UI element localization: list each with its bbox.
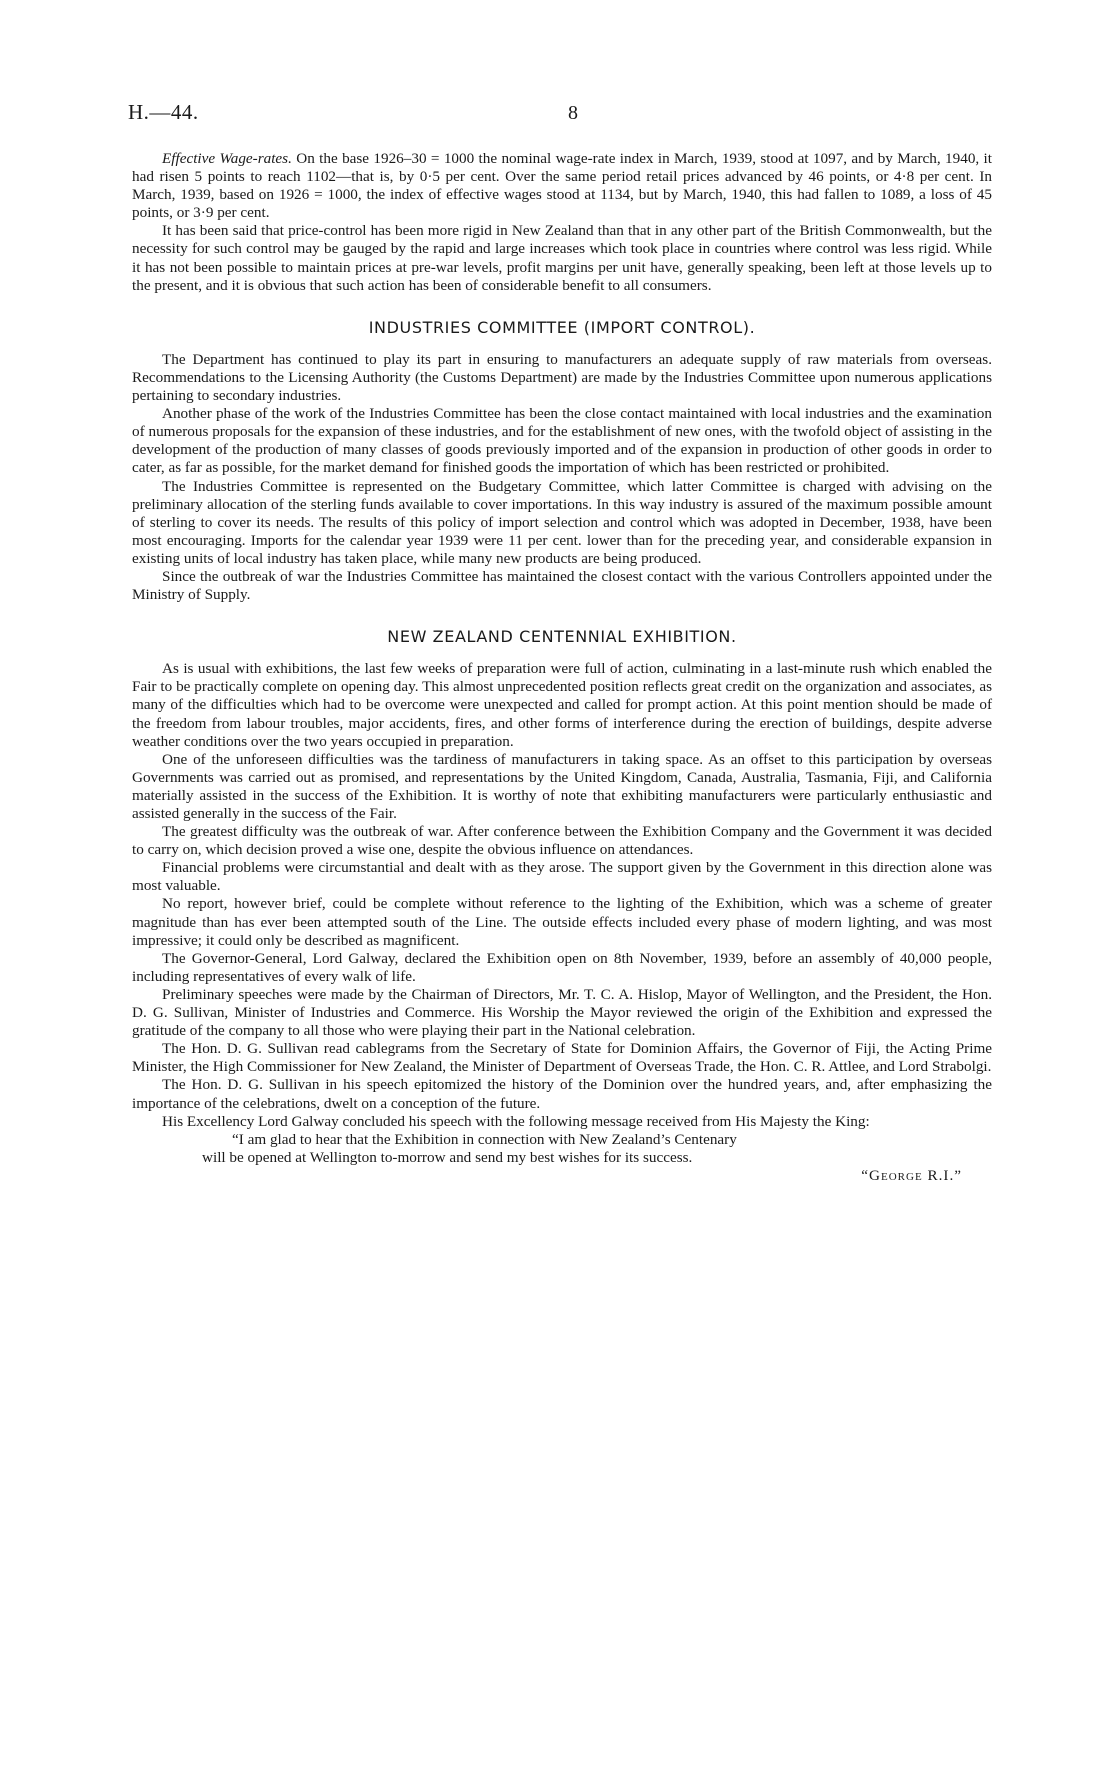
paragraph: One of the unforeseen difficulties was the tardiness of manufacturers in taking space. As an offset to this participation by overseas Governments was carried out as promised, and representations by the United Kingdom, Canada, Australia, Tasmania, Fiji, and California materially assisted in the success of the Exhibition. It is worthy of note that exhibiting manufacturers were particularly enthusiastic and assisted generally in the success of the Fair. [132, 750, 992, 822]
quote-line: will be opened at Wellington to-morrow and send my best wishes for its success. [202, 1148, 693, 1166]
paragraph: Financial problems were circumstantial and dealt with as they arose. The support given by the Government in this direction alone was most valuable. [132, 859, 992, 895]
paragraph: Preliminary speeches were made by the Chairman of Directors, Mr. T. C. A. Hislop, Mayor of Wellington, and the President, the Hon. D. G. Sullivan, Minister of Industries and Commerce. His Worship the Mayor reviewed the origin of the Exhibition and expressed the gratitude of the company to all those who were playing their part in the National celebration. [132, 985, 992, 1040]
paragraph: It has been said that price-control has been more rigid in New Zealand than that in any other part of the British Commonwealth, but the necessity for such control may be gauged by the rapid and large increases which took place in countries where control was less rigid. While it has not been possible to maintain prices at pre-war levels, profit margins per unit have, generally speaking, been left at those levels up to the present, and it is obvious that such action has been of considerable benefit to all consumers. [132, 222, 992, 294]
paragraph [132, 150, 992, 222]
side-heading: Effective Wage-rates. [162, 150, 292, 167]
section-heading-industries-committee: INDUSTRIES COMMITTEE (IMPORT CONTROL). [368, 317, 756, 337]
paragraph: Another phase of the work of the Industries Committee has been the close contact maintained with local industries and the examination of numerous proposals for the expansion of these industries, and for the establishment of new ones, with the twofold object of assisting in the development of the production of many classes of goods previously imported and of the expansion in production of other goods in order to cater, as far as possible, for the market demand for finished goods the importation of which has been restricted or prohibited. [132, 405, 992, 477]
royal-signature: “George R.I.” [861, 1166, 962, 1184]
paragraph: No report, however brief, could be complete without reference to the lighting of the Exhibition, which was a scheme of greater magnitude than has ever been attempted south of the Line. The outside effects included every phase of modern lighting, and was most impressive; it could only be described as magnificent. [132, 895, 992, 949]
paragraph: The Industries Committee is represented on the Budgetary Committee, which latter Committee is charged with advising on the preliminary allocation of the sterling funds available to cover importations. In this way industry is assured of the maximum possible amount of sterling to cover its needs. The results of this policy of import selection and control which was adopted in December, 1938, have been most encouraging. Imports for the calendar year 1939 were 11 per cent. lower than for the preceding year, and considerable expansion in existing units of local industry has taken place, while many new products are being produced. [132, 477, 992, 567]
paragraph-text: On the base 1926–30 = 1000 the nominal wage-rate index in March, 1939, stood at 1097, and by March, 1940, it had risen 5 points to reach 1102—that is, by 0·5 per cent. Over the same period retail prices advanced by 46 points, or 4·8 per cent. In March, 1939, based on 1926 = 1000, the index of effective wages stood at 1134, but by March, 1940, this had fallen to 1089, a loss of 45 points, or 3·9 per cent. [132, 150, 992, 222]
paragraph: Since the outbreak of war the Industries Committee has maintained the closest contact with the various Controllers appointed under the Ministry of Supply. [132, 567, 992, 604]
paragraph: The Hon. D. G. Sullivan in his speech epitomized the history of the Dominion over the hundred years, and, after emphasizing the importance of the celebrations, dwelt on a conception of the future. [132, 1076, 992, 1112]
section-heading-centennial-exhibition: NEW ZEALAND CENTENNIAL EXHIBITION. [387, 627, 737, 647]
paragraph: The Governor-General, Lord Galway, declared the Exhibition open on 8th November, 1939, before an assembly of 40,000 people, including representatives of every walk of life. [132, 949, 992, 985]
paragraph: The Hon. D. G. Sullivan read cablegrams from the Secretary of State for Dominion Affairs, the Governor of Fiji, the Acting Prime Minister, the High Commissioner for New Zealand, the Minister of Department of Overseas Trade, the Hon. C. R. Attlee, and Lord Strabolgi. [132, 1040, 992, 1076]
paragraph: As is usual with exhibitions, the last few weeks of preparation were full of action, culminating in a last-minute rush which enabled the Fair to be practically complete on opening day. This almost unprecedented position reflects great credit on the organization and associates, as many of the difficulties which had to be overcome were unexpected and called for prompt action. At this point mention should be made of the freedom from labour troubles, major accidents, fires, and other forms of interference during the erection of buildings, despite adverse weather conditions over the two years occupied in preparation. [132, 660, 992, 750]
page-body [132, 150, 992, 1185]
series-reference: H.—44. [128, 100, 199, 124]
page-number: 8 [568, 102, 578, 124]
paragraph: His Excellency Lord Galway concluded his speech with the following message received from His Majesty the King: [162, 1112, 870, 1130]
paragraph: The Department has continued to play its part in ensuring to manufacturers an adequate supply of raw materials from overseas. Recommendations to the Licensing Authority (the Customs Department) are made by the Industries Committee upon numerous applications pertaining to secondary industries. [132, 350, 992, 405]
quote-line: “I am glad to hear that the Exhibition in connection with New Zealand’s Centenary [232, 1130, 737, 1148]
paragraph: The greatest difficulty was the outbreak of war. After conference between the Exhibition Company and the Government it was decided to carry on, which decision proved a wise one, despite the obvious influence on attendances. [132, 823, 992, 859]
royal-message-quote [132, 1131, 992, 1167]
